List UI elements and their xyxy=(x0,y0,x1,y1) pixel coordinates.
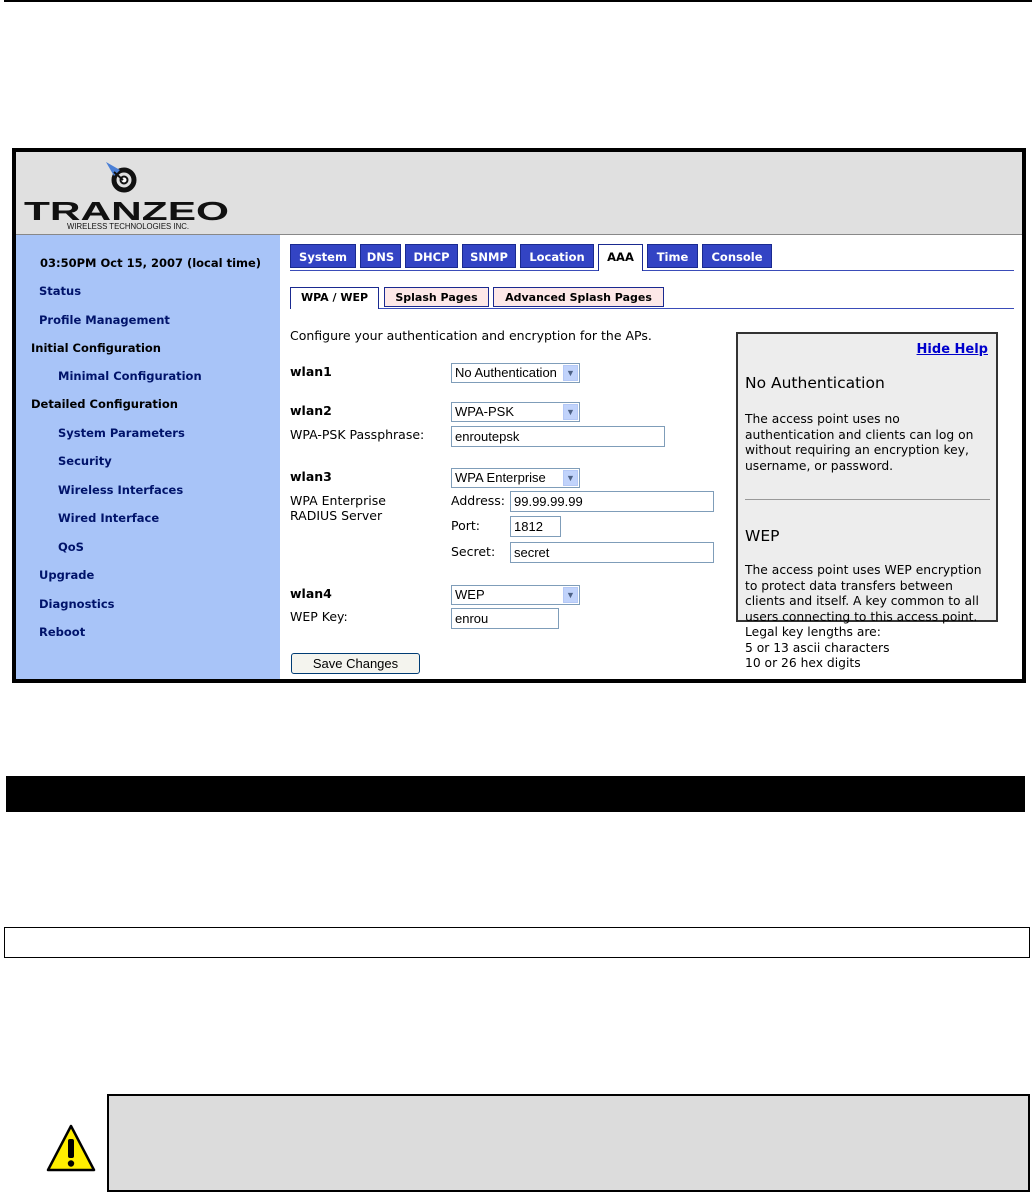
wlan1-label: wlan1 xyxy=(290,364,332,379)
app-header xyxy=(16,152,1022,235)
wlan1-auth-select[interactable] xyxy=(451,363,580,383)
logo-dish-icon xyxy=(106,162,134,190)
chevron-down-icon: ▼ xyxy=(563,365,578,381)
sidebar-item-diagnostics[interactable]: Diagnostics xyxy=(39,597,115,611)
empty-caption-box xyxy=(4,927,1030,958)
sidebar-item-reboot[interactable]: Reboot xyxy=(39,625,86,639)
subtab-advanced-splash-pages[interactable]: Advanced Splash Pages xyxy=(493,287,664,307)
wlan4-label: wlan4 xyxy=(290,586,332,601)
sidebar-item-system-parameters[interactable]: System Parameters xyxy=(58,426,185,440)
subtab-splash-pages[interactable]: Splash Pages xyxy=(384,287,489,307)
tab-location[interactable]: Location xyxy=(520,244,594,268)
wlan4-auth-select[interactable] xyxy=(451,585,580,605)
sidebar-nav xyxy=(16,235,280,679)
tranzeo-logo xyxy=(22,158,237,230)
chevron-down-icon: ▼ xyxy=(563,470,578,486)
wpa-psk-passphrase-input[interactable]: enroutepsk xyxy=(451,426,665,447)
chevron-down-icon: ▼ xyxy=(563,404,578,420)
radius-label-line2: RADIUS Server xyxy=(290,508,383,523)
screenshot-frame xyxy=(12,148,1026,683)
radius-port-label: Port: xyxy=(451,518,480,533)
wlan3-auth-value: WPA Enterprise xyxy=(455,470,546,485)
chevron-down-icon: ▼ xyxy=(563,587,578,603)
sidebar-item-wired-interface[interactable]: Wired Interface xyxy=(58,511,160,525)
radius-secret-input[interactable]: secret xyxy=(510,542,714,563)
wlan2-label: wlan2 xyxy=(290,403,332,418)
sidebar-item-detailed-configuration[interactable]: Detailed Configuration xyxy=(31,397,178,411)
help-text-wep: The access point uses WEP encryption to protect data transfers between clients and itself. A key common to all users connecting to this access point. Legal key lengths are: 5 or 13 ascii characters 10 or 26 hex digits xyxy=(745,563,982,670)
wlan2-auth-select[interactable] xyxy=(451,402,580,422)
logo-wordmark: TRANZEO xyxy=(24,196,229,226)
sidebar-item-wireless-interfaces[interactable]: Wireless Interfaces xyxy=(58,483,184,497)
wlan3-label: wlan3 xyxy=(290,469,332,484)
help-title-no-auth: No Authentication xyxy=(745,374,885,392)
logo-tagline: WIRELESS TECHNOLOGIES INC. xyxy=(67,222,189,231)
sidebar-item-minimal-configuration[interactable]: Minimal Configuration xyxy=(58,369,202,383)
tab-aaa[interactable]: AAA xyxy=(598,244,643,271)
tab-console[interactable]: Console xyxy=(702,244,772,268)
sub-tabs xyxy=(290,287,1014,309)
sidebar-item-profile-management[interactable]: Profile Management xyxy=(39,313,170,327)
radius-secret-label: Secret: xyxy=(451,544,496,559)
tab-dns[interactable]: DNS xyxy=(360,244,401,268)
wpa-psk-passphrase-label: WPA-PSK Passphrase: xyxy=(290,427,425,442)
help-title-wep: WEP xyxy=(745,527,780,545)
sidebar-item-status[interactable]: Status xyxy=(39,284,82,298)
radius-address-input[interactable]: 99.99.99.99 xyxy=(510,491,714,512)
wlan1-auth-value: No Authentication xyxy=(455,365,557,380)
subtab-wpa-wep[interactable]: WPA / WEP xyxy=(290,287,379,309)
intro-text: Configure your authentication and encryption for the APs. xyxy=(290,328,652,343)
black-heading-bar xyxy=(6,776,1025,812)
radius-port-input[interactable]: 1812 xyxy=(510,516,561,537)
tab-dhcp[interactable]: DHCP xyxy=(405,244,458,268)
wlan4-auth-value: WEP xyxy=(455,587,485,602)
wep-key-label: WEP Key: xyxy=(290,609,348,624)
main-tabs xyxy=(290,244,1014,271)
wlan2-auth-value: WPA-PSK xyxy=(455,404,514,419)
wlan3-auth-select[interactable] xyxy=(451,468,580,488)
radius-label-line1: WPA Enterprise xyxy=(290,493,386,508)
main-content xyxy=(280,235,1022,679)
warning-icon xyxy=(46,1124,96,1174)
help-text-no-auth: The access point uses no authentication and clients can log on without requiring an encryption key, username, or password. xyxy=(745,412,974,473)
warning-note-box xyxy=(107,1094,1030,1192)
page-top-rule xyxy=(4,0,1032,2)
hide-help-link[interactable]: Hide Help xyxy=(916,342,988,357)
save-changes-button[interactable]: Save Changes xyxy=(291,653,420,674)
sidebar-item-initial-configuration[interactable]: Initial Configuration xyxy=(31,341,161,355)
wep-key-input[interactable]: enrou xyxy=(451,608,559,629)
radius-address-label: Address: xyxy=(451,493,505,508)
help-divider xyxy=(745,499,990,500)
sidebar-item-upgrade[interactable]: Upgrade xyxy=(39,568,95,582)
help-panel xyxy=(736,332,998,670)
tab-system[interactable]: System xyxy=(290,244,356,268)
tab-snmp[interactable]: SNMP xyxy=(462,244,516,268)
sidebar-item-security[interactable]: Security xyxy=(58,454,112,468)
local-time: 03:50PM Oct 15, 2007 (local time) xyxy=(40,256,262,270)
tab-time[interactable]: Time xyxy=(647,244,698,268)
sidebar-item-qos[interactable]: QoS xyxy=(58,540,84,554)
